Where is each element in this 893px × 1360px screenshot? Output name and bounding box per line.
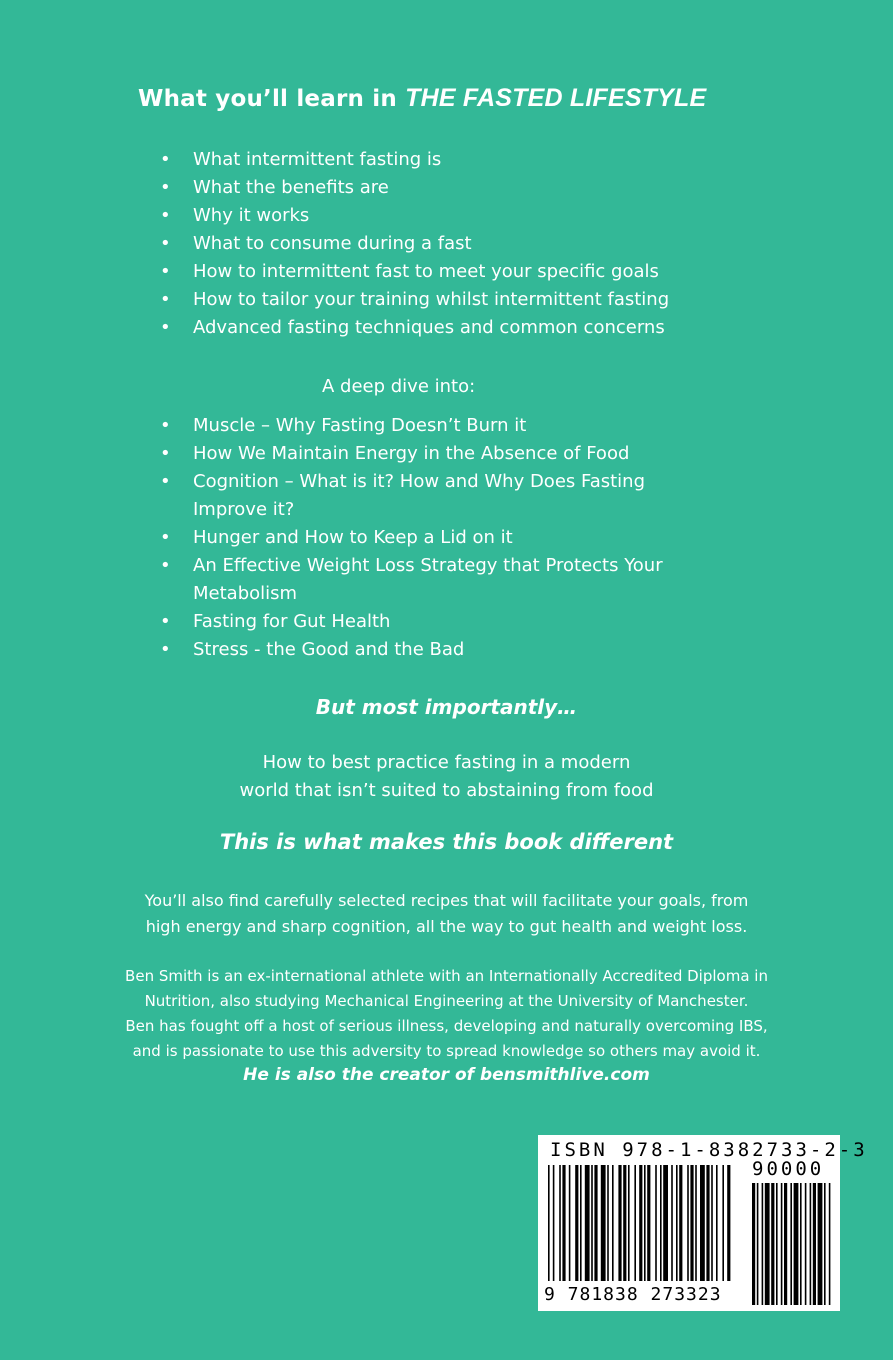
learn-list <box>160 146 669 342</box>
list-item: • Hunger and How to Keep a Lid on it <box>160 524 720 552</box>
bio-line: and is passionate to use this adversity to spread knowledge so others may avoid it. <box>132 1042 761 1060</box>
list-item: • Advanced fasting techniques and common concerns <box>160 314 669 342</box>
barcode-box <box>538 1135 868 1311</box>
list-item: • What to consume during a fast <box>160 230 669 258</box>
list-item: • What the benefits are <box>160 174 669 202</box>
different-heading: This is what makes this book different <box>219 830 674 854</box>
most-importantly-heading: But most importantly… <box>315 695 578 719</box>
creator-line: He is also the creator of bensmithlive.com <box>243 1065 650 1085</box>
deep-dive-label: A deep dive into: <box>322 376 476 397</box>
heading-prefix: What you’ll learn in <box>138 86 406 112</box>
author-bio <box>0 964 893 1064</box>
how-to-paragraph <box>0 749 893 805</box>
list-item: • What intermittent fasting is <box>160 146 669 174</box>
list-item: • How We Maintain Energy in the Absence of Food <box>160 440 720 468</box>
recipes-line: You’ll also find carefully selected recipes that will facilitate your goals, from <box>144 891 749 910</box>
list-item: • How to intermittent fast to meet your specific goals <box>160 258 669 286</box>
bio-line: Ben has fought off a host of serious illness, developing and naturally overcoming IBS, <box>125 1017 768 1035</box>
recipes-line: high energy and sharp cognition, all the way to gut health and weight loss. <box>145 917 748 936</box>
bio-line: Ben Smith is an ex-international athlete with an Internationally Accredited Diploma in <box>125 967 768 985</box>
list-item: • How to tailor your training whilst intermittent fasting <box>160 286 669 314</box>
how-to-line: How to best practice fasting in a modern <box>262 752 631 773</box>
list-item: • Fasting for Gut Health <box>160 608 720 636</box>
list-item: • An Effective Weight Loss Strategy that Protects Your Metabolism <box>160 552 720 608</box>
list-item: • Why it works <box>160 202 669 230</box>
list-item: • Stress - the Good and the Bad <box>160 636 720 664</box>
list-item: • Muscle – Why Fasting Doesn’t Burn it <box>160 412 720 440</box>
deep-dive-list <box>160 412 720 664</box>
list-item: • Cognition – What is it? How and Why Does Fasting Improve it? <box>160 468 720 524</box>
back-cover-heading <box>138 84 706 113</box>
bio-line: Nutrition, also studying Mechanical Engineering at the University of Manchester. <box>144 992 749 1010</box>
book-title: THE FASTED LIFESTYLE <box>405 84 707 112</box>
ean-number: 9 781838 273323 <box>544 1284 722 1305</box>
price-addon-code: 90000 <box>752 1158 825 1180</box>
recipes-paragraph <box>0 888 893 940</box>
how-to-line: world that isn’t suited to abstaining from food <box>239 780 654 801</box>
isbn-label: ISBN 978-1-8382733-2-3 <box>550 1139 868 1161</box>
